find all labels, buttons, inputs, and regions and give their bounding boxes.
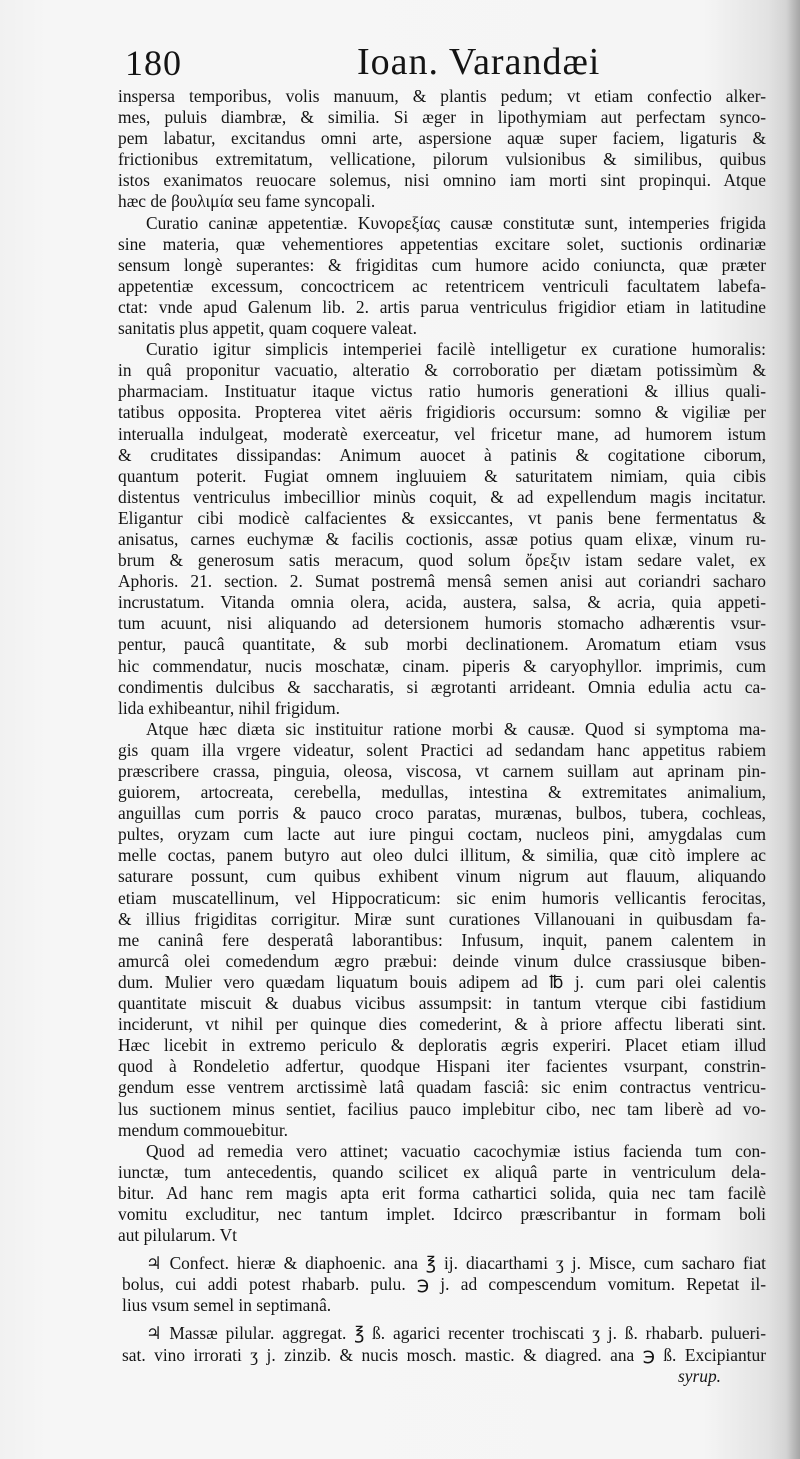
recipe-line: bolus, cui addi potest rhabarb. pulu. ℈ j. ad compescendum vomitum. Repetat il- <box>122 1274 766 1295</box>
text-line: quantum poterit. Fugiat omnem ingluuiem & saturitatem nimiam, quia cibis <box>118 465 766 486</box>
text-line: in quâ proponitur vacuatio, alteratio & corroboratio per diætam potissimùm & <box>118 360 766 381</box>
text-line: Curatio caninæ appetentiæ. Κυνορεξίας causæ constitutæ sunt, intemperies frigida <box>146 212 766 233</box>
text-line: interualla indulgeat, moderatè exerceatur, vel fricetur mane, ad humorem istum <box>118 423 766 444</box>
text-line: mendum commouebitur. <box>118 1119 289 1140</box>
recipe-line: sat. vino irrorati ʒ j. zinzib. & nucis mosch. mastic. & diagred. ana ℈ ß. Excipiantur <box>122 1344 766 1365</box>
text-line: gendum esse ventrem arctissimè latâ quadam fasciâ: sic enim contractus ventricu- <box>118 1077 766 1098</box>
text-line: & illius frigiditas corrigitur. Miræ sunt curationes Villanouani in quibusdam fa- <box>118 908 766 929</box>
text-line: dum. Mulier vero quædam liquatum bouis adipem ad ℔ j. cum pari olei calentis <box>118 971 766 992</box>
page-number: 180 <box>125 43 182 83</box>
text-line: Curatio igitur simplicis intemperiei facilè intelligetur ex curatione humoralis: <box>146 339 766 360</box>
recipe-line: ♃ Massæ pilular. aggregat. ℥ ß. agarici recenter trochiscati ʒ j. ß. rhabarb. pulueri- <box>146 1323 766 1344</box>
text-line: & cruditates dissipandas: Animum auocet à patinis & cogitatione ciborum, <box>118 444 766 465</box>
text-line: pentur, paucâ quantitate, & sub morbi declinationem. Aromatum etiam vsus <box>118 634 766 655</box>
text-line: quod à Rondeletio adfertur, quodque Hispani iter facientes vsurpant, constrin- <box>118 1056 766 1077</box>
main-paragraphs <box>118 86 766 1246</box>
text-line: distentus ventriculus imbecillior minùs coquit, & ad expellendum magis incitatur. <box>118 486 766 507</box>
text-line: pharmaciam. Instituatur itaque victus ratio humoris generationi & illius quali- <box>118 381 766 402</box>
text-line: anisatus, carnes euchymæ & facilis coctionis, assæ potius quam elixæ, vinum ru- <box>118 528 766 549</box>
text-line: melle coctas, panem butyro aut oleo dulci illitum, & similia, quæ citò implere ac <box>118 845 766 866</box>
text-line: pem labatur, excitandus omni arte, aspersione aquæ super faciem, ligaturis & <box>118 128 766 149</box>
text-line: incrustatum. Vitanda omnia olera, acida, austera, salsa, & acria, quia appeti- <box>118 592 766 613</box>
text-line: inciderunt, vt nihil per quinque dies comederint, & à priore affectu liberati sint. <box>118 1014 766 1035</box>
running-head: Ioan. Varandæi <box>357 41 601 83</box>
text-line: me caninâ fere desperatâ laborantibus: Infusum, inquit, panem calentem in <box>118 929 766 950</box>
body-text <box>118 86 766 1387</box>
text-line: frictionibus extremitatum, vellicatione, pilorum vulsionibus & similibus, quibus <box>118 149 766 170</box>
text-line: Aphoris. 21. section. 2. Sumat postremâ mensâ semen anisi aut coriandri sacharo <box>118 571 766 592</box>
page-header <box>125 38 765 88</box>
text-line: saturare possunt, cum quibus exhibent vinum nigrum aut flauum, aliquando <box>118 866 766 887</box>
text-line: istos exanimatos reuocare solemus, nisi omnino iam morti sint propinqui. Atque <box>118 170 766 191</box>
text-line: anguillas cum porris & pauco croco paratas, murænas, bulbos, tubera, cochleas, <box>118 803 766 824</box>
recipes <box>118 1253 766 1365</box>
text-line: condimentis dulcibus & saccharatis, si ægrotanti arrideant. Omnia edulia actu ca- <box>118 676 766 697</box>
text-line: præscribere crassa, pinguia, oleosa, viscosa, vt carnem suillam aut aprinam pin- <box>118 761 766 781</box>
text-line: etiam muscatellinum, vel Hippocraticum: sic enim humoris vellicantis ferocitas, <box>118 887 766 908</box>
recipe-block <box>118 1323 766 1365</box>
recipe-block <box>118 1253 766 1316</box>
text-line: mes, puluis diambræ, & similia. Si æger in lipothymiam aut perfectam synco- <box>118 107 766 128</box>
text-line: pultes, oryzam cum lacte aut iure pingui coctam, nucleos pini, amygdalas cum <box>118 824 766 845</box>
catchword: syrup. <box>678 1365 721 1386</box>
recipe-line: ♃ Confect. hieræ & diaphoenic. ana ℥ ij. diacarthami ʒ j. Misce, cum sacharo fiat <box>146 1253 766 1274</box>
text-line: sanitatis plus appetit, quam coquere valeat. <box>118 318 417 339</box>
text-line: brum & generosum satis meracum, quod solum ὄρεξιν istam sedare valet, ex <box>118 550 766 571</box>
text-line: sensum longè superantes: & frigiditas cum humore acido coniuncta, quæ præter <box>118 254 766 275</box>
text-line: aut pilularum. Vt <box>118 1225 237 1246</box>
text-line: hæc de βουλιμία seu fame syncopali. <box>118 191 376 212</box>
text-line: Atque hæc diæta sic instituitur ratione morbi & causæ. Quod si symptoma ma- <box>146 718 766 739</box>
text-line: iunctæ, tum antecedentis, quando scilicet ex aliquâ parte in ventriculum dela- <box>118 1161 766 1182</box>
text-line: Hæc licebit in extremo periculo & deploratis ægris experiri. Placet etiam illud <box>118 1035 766 1056</box>
text-line: bitur. Ad hanc rem magis apta erit forma cathartici solida, quia nec tam facilè <box>118 1182 766 1203</box>
text-line: ctat: vnde apud Galenum lib. 2. artis parua ventriculus frigidior etiam in latitudine <box>118 296 766 317</box>
text-line: amurcâ olei comedendum ægro præbui: deinde vinum dulce crassiusque biben- <box>118 950 766 971</box>
text-line: vomitu excluditur, nec tantum implet. Idcirco præscribantur in formam boli <box>118 1203 766 1224</box>
text-line: gis quam illa vrgere videatur, solent Practici ad sedandam hanc appetitus rabiem <box>118 739 766 760</box>
text-line: guiorem, artocreata, cerebella, medullas, intestina & extremitates animalium, <box>118 782 766 803</box>
text-line: hic commendatur, nucis moschatæ, cinam. piperis & caryophyllor. imprimis, cum <box>118 655 766 676</box>
text-line: tatibus opposita. Propterea vitet aëris frigidioris occursum: somno & vigiliæ per <box>118 402 766 423</box>
text-line: lus suctionem minus sentiet, facilius pauco implebitur cibo, nec tam liberè ad vo- <box>118 1098 766 1119</box>
text-line: lida exhibeantur, nihil frigidum. <box>118 697 340 718</box>
text-line: Eligantur cibi modicè calfacientes & exsiccantes, vt panis bene fermentatus & <box>118 507 766 528</box>
text-line: inspersa temporibus, volis manuum, & plantis pedum; vt etiam confectio alker- <box>118 86 766 106</box>
text-line: Quod ad remedia vero attinet; vacuatio cacochymiæ istius facienda tum con- <box>146 1140 766 1161</box>
text-line: appetentiæ excessum, concoctricem ac retentricem ventriculi facultatem labefa- <box>118 275 766 296</box>
recipe-line: lius vsum semel in septimanâ. <box>122 1295 332 1316</box>
text-line: tum acuunt, nisi aliquando ad detersionem humoris stomacho adhærentis vsur- <box>118 613 766 634</box>
text-line: sine materia, quæ vehementiores appetentias excitare solet, suctionis ordinariæ <box>118 233 766 254</box>
text-line: quantitate miscuit & duabus vicibus assumpsit: in tantum vterque cibi fastidium <box>118 993 766 1014</box>
